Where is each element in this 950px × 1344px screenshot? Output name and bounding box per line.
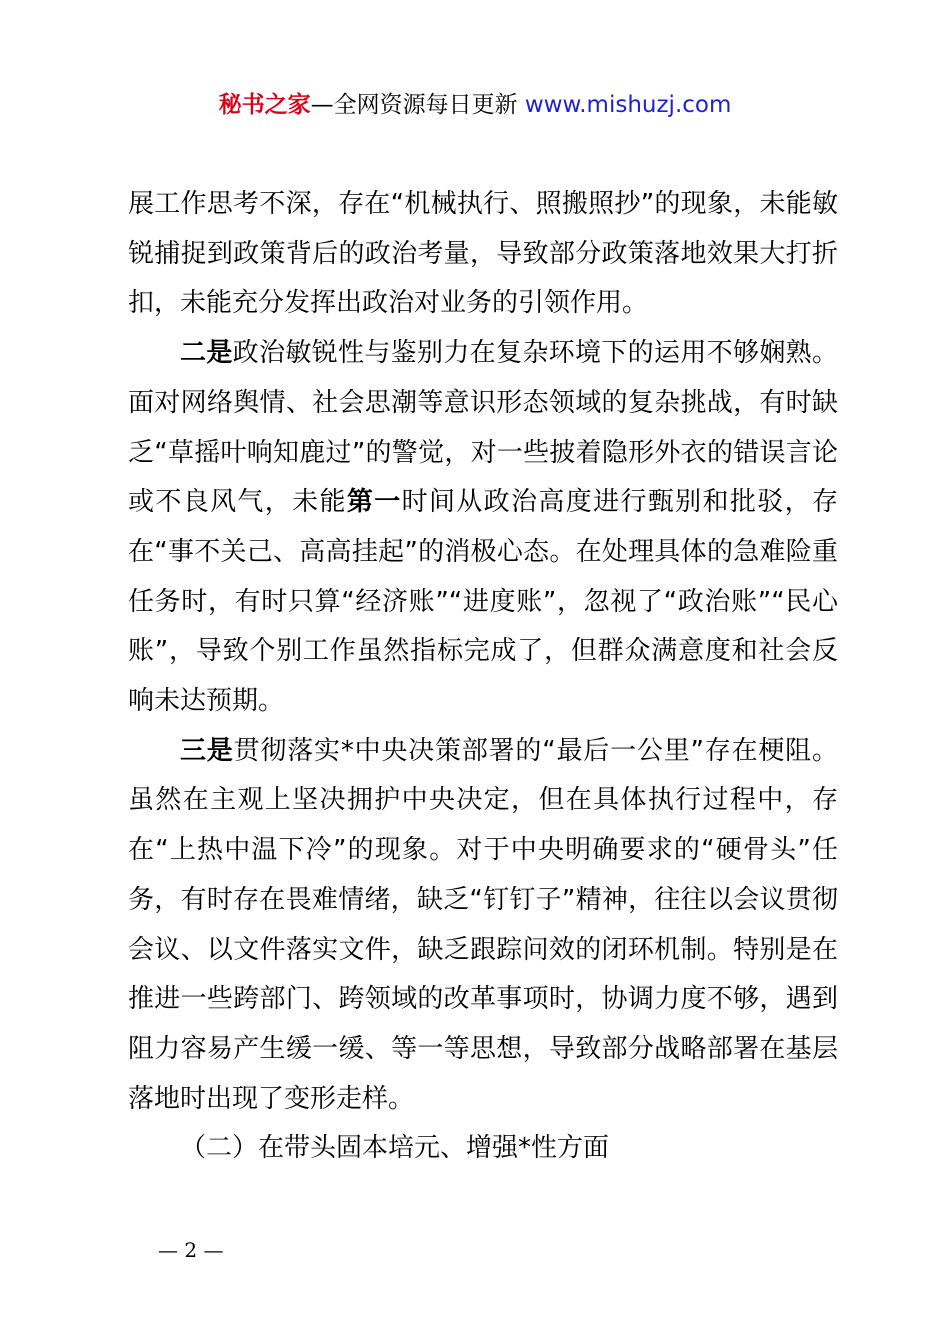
- site-url-link[interactable]: www.mishuzj.com: [524, 92, 732, 118]
- paragraph-continuation: 展工作思考不深，存在“机械执行、照搬照抄”的现象，未能敏锐捕捉到政策背后的政治考量，导致部分政策落地效果大打折扣，未能充分发挥出政治对业务的引领作用。: [128, 189, 838, 319]
- point-three-text: 贯彻落实*中央决策部署的“最后一公里”存在梗阻。虽然在主观上坚决拥护中央决定，但在具体执行过程中，存在“上热中温下冷”的现象。对于中央明确要求的“硬骨头”任务，有时存在畏难情绪，缺乏“钉钉子”精神，往往以会议贯彻会议、以文件落实文件，缺乏跟踪问效的闭环机制。特别是在推进一些跨部门、跨领域的改革事项时，协调力度不够，遇到阻力容易产生缓一缓、等一等思想，导致部分战略部署在基层落地时出现了变形走样。: [128, 735, 838, 1114]
- point-three-lead: 三是: [180, 735, 234, 766]
- point-two-text-a: 政治敏锐性与鉴别力在复杂环境下的运用不够娴熟。面对网络舆情、社会思潮等意识形态领域的复杂挑战，有时缺乏“草摇叶响知鹿过”的警觉，对一些披着隐形外衣的错误言论或不良风气，未能: [128, 338, 838, 518]
- paragraph-point-two: [128, 329, 838, 727]
- header-tagline: —全网资源每日更新: [310, 92, 525, 118]
- paragraph-point-three: [128, 727, 838, 1125]
- point-two-bold-word: 第一: [346, 487, 402, 518]
- section-heading: （二）在带头固本培元、增强*性方面: [180, 1133, 610, 1164]
- site-header: [0, 88, 950, 122]
- brand-name: 秘书之家: [218, 92, 311, 118]
- point-two-lead: 二是: [180, 338, 233, 369]
- document-body: [128, 180, 838, 1174]
- point-two-text-b: 时间从政治高度进行甄别和批驳，存在“事不关己、高高挂起”的消极心态。在处理具体的急难险重任务时，有时只算“经济账”“进度账”，忽视了“政治账”“民心账”，导致个别工作虽然指标完成了，但群众满意度和社会反响未达预期。: [128, 487, 838, 717]
- page-number: — 2 —: [158, 1238, 224, 1262]
